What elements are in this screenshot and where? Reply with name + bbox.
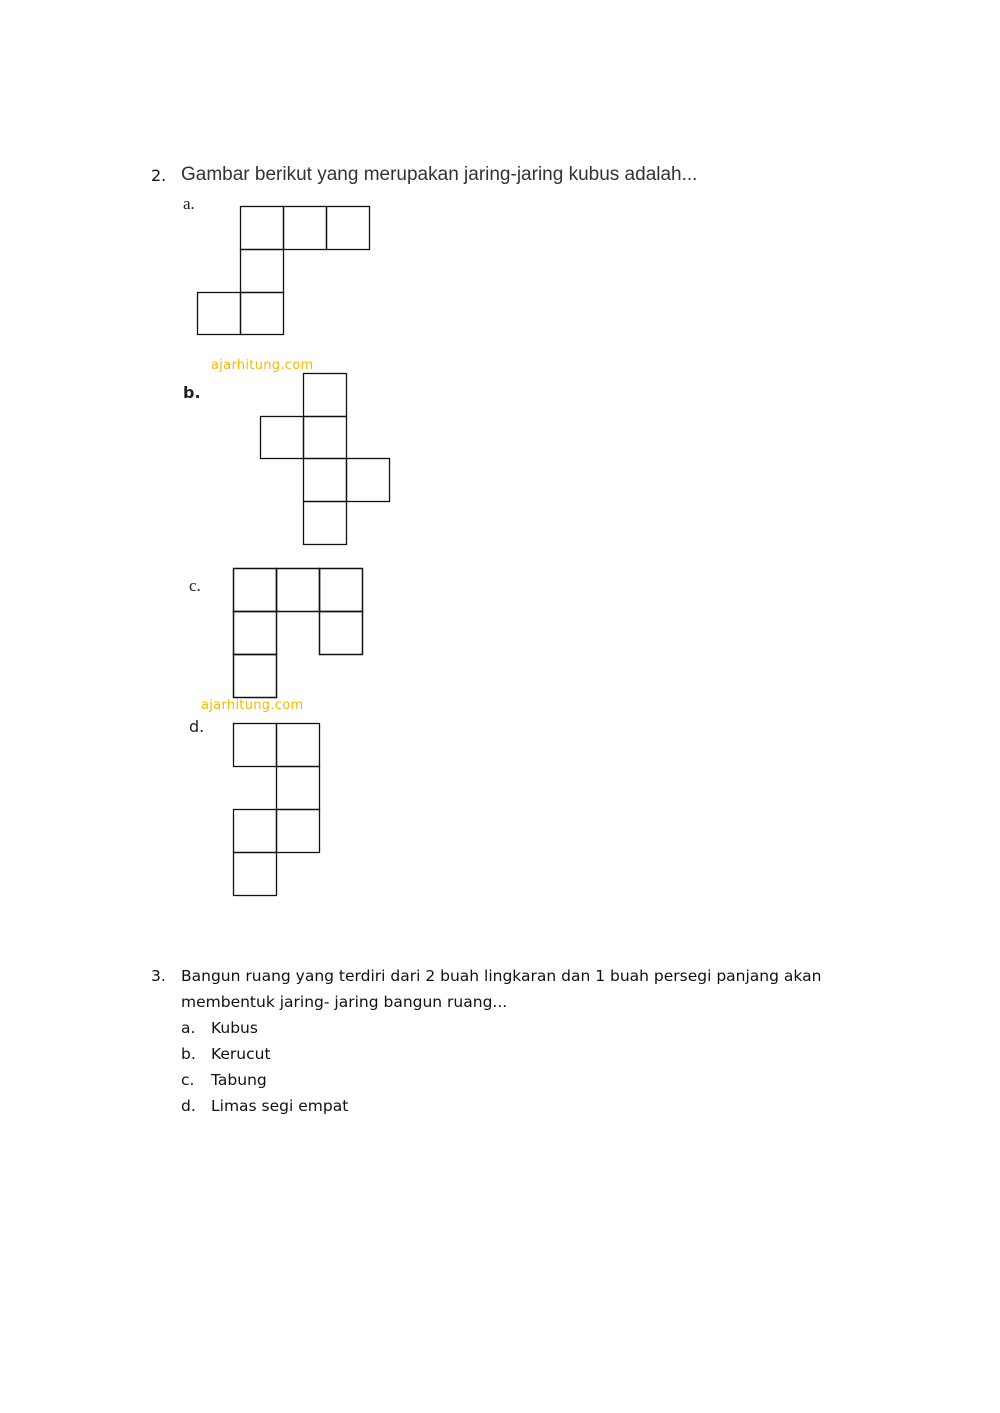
net-d-square xyxy=(277,810,320,853)
q3-option-b-letter[interactable]: b. xyxy=(181,1045,196,1063)
watermark-text: ajarhitung.com xyxy=(211,358,314,373)
net-d-square xyxy=(277,724,320,767)
q3-option-a-letter[interactable]: a. xyxy=(181,1019,196,1037)
q3-option-a-text[interactable]: Kubus xyxy=(211,1019,258,1037)
net-d-square xyxy=(277,767,320,810)
option-b-letter[interactable]: b. xyxy=(183,383,201,402)
q3-option-c-text[interactable]: Tabung xyxy=(211,1071,267,1089)
question-3-line-1: Bangun ruang yang terdiri dari 2 buah lingkaran dan 1 buah persegi panjang akan xyxy=(181,967,822,985)
question-2-number: 2. xyxy=(151,166,167,185)
net-d-square xyxy=(234,810,277,853)
option-c-letter[interactable]: c. xyxy=(189,576,201,595)
option-d-letter[interactable]: d. xyxy=(189,717,205,736)
question-2-text: Gambar berikut yang merupakan jaring-jaring kubus adalah... xyxy=(181,164,698,185)
question-3-number: 3. xyxy=(151,967,166,985)
q3-option-b-text[interactable]: Kerucut xyxy=(211,1045,271,1063)
q3-option-d-letter[interactable]: d. xyxy=(181,1097,196,1115)
net-d-square xyxy=(234,724,277,767)
watermark-text: ajarhitung.com xyxy=(201,698,304,713)
option-a-letter[interactable]: a. xyxy=(183,194,195,213)
net-d-square xyxy=(234,853,277,896)
q3-option-c-letter[interactable]: c. xyxy=(181,1071,195,1089)
question-3-line-2: membentuk jaring- jaring bangun ruang... xyxy=(181,993,508,1011)
q3-option-d-text[interactable]: Limas segi empat xyxy=(211,1097,349,1115)
